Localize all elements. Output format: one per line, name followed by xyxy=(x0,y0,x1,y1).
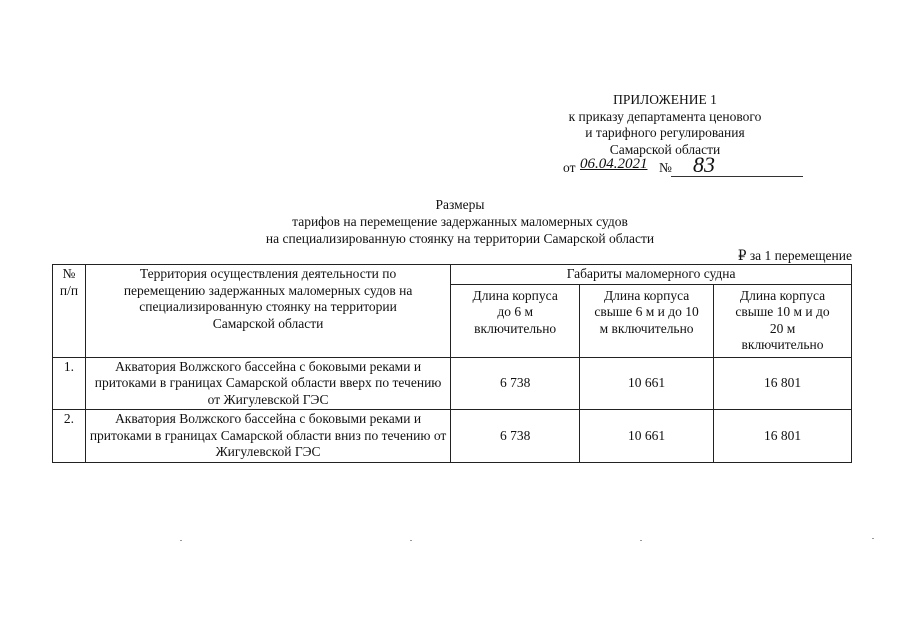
header-num: № п/п xyxy=(53,265,86,358)
date-prefix: от xyxy=(563,160,576,175)
appendix-block xyxy=(520,92,810,158)
header-territory: Территория осуществления деятельности по перемещению задержанных маломерных судов на специализированную стоянку на территории Самарской области xyxy=(85,265,450,358)
row-num: 2. xyxy=(53,410,86,463)
order-date: 06.04.2021 xyxy=(580,156,648,172)
document-heading xyxy=(200,196,720,247)
heading-line: на специализированную стоянку на территории Самарской области xyxy=(265,231,655,246)
heading-line: тарифов на перемещение задержанных маломерных судов xyxy=(292,214,628,229)
table-row xyxy=(53,410,852,463)
scan-speck xyxy=(180,540,182,541)
appendix-line: и тарифного регулирования xyxy=(585,125,745,140)
appendix-line: к приказу департамента ценового xyxy=(568,108,762,124)
tariff-table xyxy=(52,264,852,463)
appendix-title: ПРИЛОЖЕНИЕ 1 xyxy=(613,92,717,107)
scan-speck xyxy=(410,540,412,541)
value-cell: 10 661 xyxy=(580,357,714,410)
header-col: Длина корпуса свыше 6 м и до 10 м включительно xyxy=(580,284,714,357)
row-territory: Акватория Волжского бассейна с боковыми реками и притоками в границах Самарской области вниз по течению от Жигулевской ГЭС xyxy=(85,410,450,463)
row-num: 1. xyxy=(53,357,86,410)
order-number: 83 xyxy=(693,152,715,177)
header-row xyxy=(53,265,852,285)
appendix-line: Самарской области xyxy=(609,141,721,157)
header-dimensions: Габариты маломерного судна xyxy=(451,265,852,285)
order-date-number xyxy=(563,152,803,178)
table-row xyxy=(53,357,852,410)
scan-speck xyxy=(872,538,874,539)
value-cell: 16 801 xyxy=(714,357,852,410)
header-col: Длина корпуса до 6 м включительно xyxy=(451,284,580,357)
value-cell: 10 661 xyxy=(580,410,714,463)
header-col: Длина корпуса свыше 10 м и до 20 м включительно xyxy=(714,284,852,357)
number-underline xyxy=(671,176,803,177)
number-prefix: № xyxy=(659,160,672,175)
row-territory: Акватория Волжского бассейна с боковыми реками и притоками в границах Самарской области вверх по течению от Жигулевской ГЭС xyxy=(85,357,450,410)
unit-label: ₽ за 1 перемещение xyxy=(737,248,852,263)
value-cell: 6 738 xyxy=(451,357,580,410)
value-cell: 6 738 xyxy=(451,410,580,463)
heading-line: Размеры xyxy=(435,197,485,212)
scan-speck xyxy=(640,540,642,541)
value-cell: 16 801 xyxy=(714,410,852,463)
